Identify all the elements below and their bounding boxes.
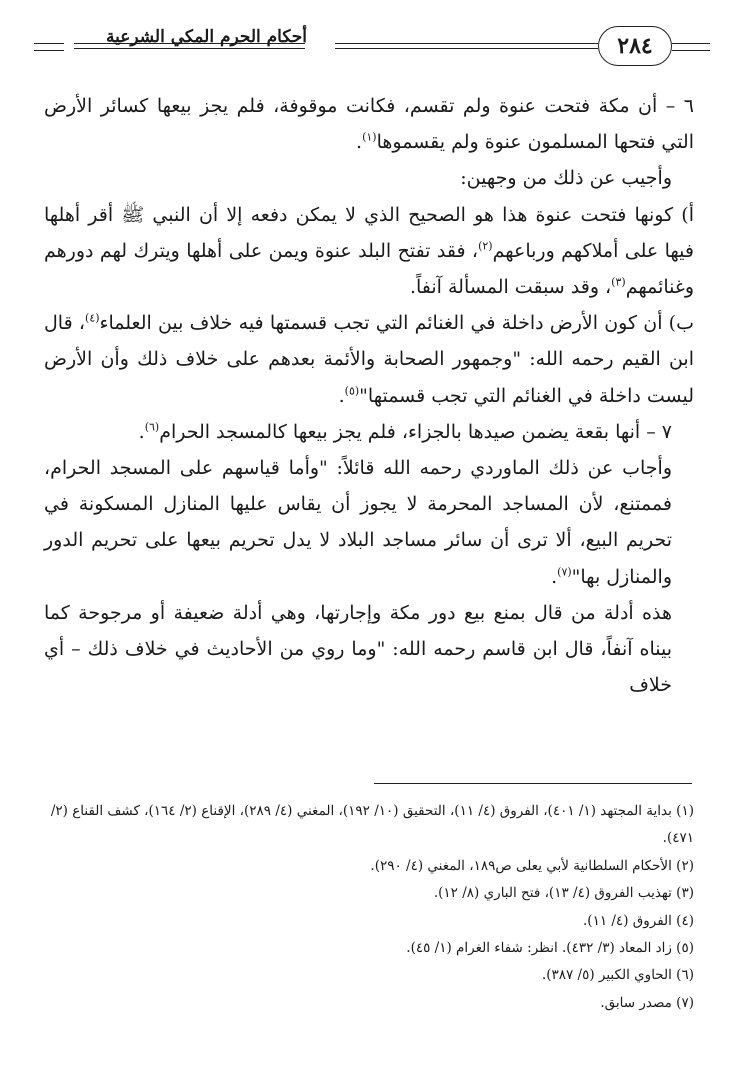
footnote: (٦) الحاوي الكبير (٥/ ٣٨٧). (541, 967, 694, 984)
footnote-ref: (٤) (85, 311, 100, 325)
footnote: (٥) زاد المعاد (٣/ ٤٣٢). انظر: شفاء الغرام (١/ ٤٥). (406, 940, 694, 957)
footnote-ref: (٦) (144, 420, 160, 434)
running-title: أحكام الحرم المكي الشرعية (106, 27, 307, 47)
footnote-separator (374, 783, 692, 784)
footnote-ref: (٢) (478, 239, 493, 253)
paragraph-mawardi: وأجاب عن ذلك الماوردي رحمه الله قائلاً: "وأما قياسهم على المسجد الحرام، فممتنع، لأن المساجد المحرمة لا يجوز أن يقاس عليها المنازل المسكونة في تحريم البيع، ألا ترى أن سائر مساجد البلاد لا يدل تحريم بيعها على تحريم الدور والمنازل بها"$^{(٧)}$. (44, 457, 672, 588)
footnote-ref: (٥) (344, 384, 360, 398)
footnote: (٤) الفروق (٤/ ١١). (583, 912, 694, 929)
footnote: (٣) تهذيب الفروق (٤/ ١٣)، فتح الباري (٨/ ١٢). (433, 885, 694, 902)
paragraph-reply-a: أ) كونها فتحت عنوة هذا هو الصحيح الذي لا يمكن دفعه إلا أن النبي ﷺ أقر أهلها فيها على أملاكهم ورباعهم$^{(٢)}$، فقد تفتح البلد عنوة ويمن على أهلها ويترك لهم دورهم وغنائمهم$^{(٣)}$، وقد سبقت المسألة آنفاً. (44, 203, 694, 299)
footnote-ref: (٣) (611, 275, 626, 289)
footnote: (٧) مصدر سابق. (600, 994, 694, 1011)
header-rule (74, 48, 305, 49)
page-number: ٢٨٤ (598, 26, 672, 66)
main-text (44, 88, 694, 703)
header-rule (335, 48, 598, 49)
paragraph-reply-b: ب) أن كون الأرض داخلة في الغنائم التي تجب قسمتها فيه خلاف بين العلماء$^{(٤)}$، قال ابن القيم رحمه الله: "وجمهور الصحابة والأئمة بعدهم على خلاف ذلك وأن الأرض ليست داخلة في الغنائم التي تجب قسمتها"$^{(٥)}$. (44, 311, 694, 407)
footnote: (١) بداية المجتهد (١/ ٤٠١)، الفروق (٤/ ١١)، التحقيق (١٠/ ١٩٢)، المغني (٤/ ٢٨٩)، الإقناع (٢/ ١٦٤)، كشف القناع (٢/ ٤٧١). (50, 803, 694, 847)
page-header (34, 22, 710, 72)
header-ornament-right (672, 43, 710, 51)
paragraph-summary: هذه أدلة من قال بمنع بيع دور مكة وإجارتها، وهي أدلة ضعيفة أو مرجوحة كما بيناه آنفاً، قال ابن قاسم رحمه الله: "وما روي من الأحاديث في خلاف ذلك – أي خلاف (44, 601, 672, 697)
footnotes (44, 798, 694, 1017)
footnote: (٢) الأحكام السلطانية لأبي يعلى ص١٨٩، المغني (٤/ ٢٩٠). (370, 857, 694, 874)
paragraph-point-7: ٧ – أنها بقعة يضمن صيدها بالجزاء، فلم يجز بيعها كالمسجد الحرام$^{(٦)}$. (138, 420, 672, 443)
header-ornament-left (34, 43, 64, 51)
footnote-ref: (١) (362, 130, 377, 144)
footnote-ref: (٧) (557, 565, 572, 579)
header-rule (335, 43, 598, 44)
reply-intro: وأجيب عن ذلك من وجهين: (460, 167, 672, 190)
paragraph-point-6: ٦ – أن مكة فتحت عنوة ولم تقسم، فكانت موقوفة، فلم يجز بيعها كسائر الأرض التي فتحها المسلمون عنوة ولم يقسموها$^{(١)}$. (44, 95, 694, 154)
